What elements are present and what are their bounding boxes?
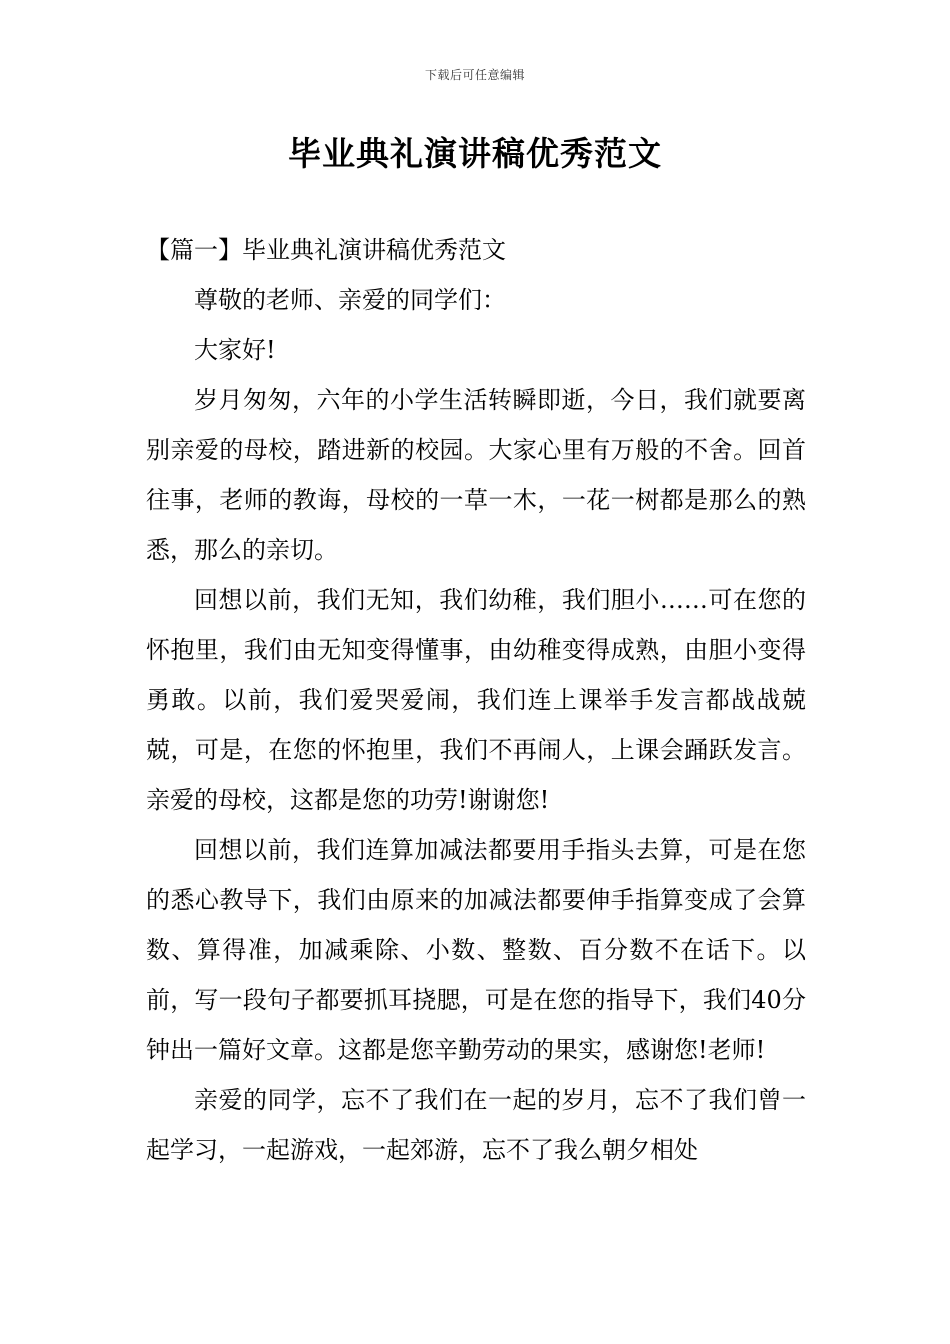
paragraph-greeting: 大家好!: [194, 336, 276, 364]
document-title: 毕业典礼演讲稿优秀范文: [288, 134, 662, 173]
paragraph: 回想以前，我们无知，我们幼稚，我们胆小……可在您的怀抱里，我们由无知变得懂事，由幼稚变得成熟，由胆小变得勇敢。以前，我们爱哭爱闹，我们连上课举手发言都战战兢兢，可是，在您的怀抱里，我们不再闹人，上课会踊跃发言。亲爱的母校，这都是您的功劳!谢谢您!: [146, 586, 806, 814]
paragraph: 回想以前，我们连算加减法都要用手指头去算，可是在您的悉心教导下，我们由原来的加减法都要伸手指算变成了会算数、算得准，加减乘除、小数、整数、百分数不在话下。以前，写一段句子都要抓耳挠腮，可是在您的指导下，我们40分钟出一篇好文章。这都是您辛勤劳动的果实，感谢您!老师!: [146, 836, 806, 1064]
paragraph: 岁月匆匆，六年的小学生活转瞬即逝，今日，我们就要离别亲爱的母校，踏进新的校园。大家心里有万般的不舍。回首往事，老师的教诲，母校的一草一木，一花一树都是那么的熟悉，那么的亲切。: [146, 386, 806, 564]
paragraph: 亲爱的同学，忘不了我们在一起的岁月，忘不了我们曾一起学习，一起游戏，一起郊游，忘不了我么朝夕相处: [146, 1086, 806, 1164]
document-body: [146, 225, 806, 1175]
section-heading: 【篇一】毕业典礼演讲稿优秀范文: [146, 236, 506, 264]
paragraph-salutation: 尊敬的老师、亲爱的同学们：: [194, 286, 506, 314]
header-note: 下载后可任意编辑: [424, 68, 525, 82]
